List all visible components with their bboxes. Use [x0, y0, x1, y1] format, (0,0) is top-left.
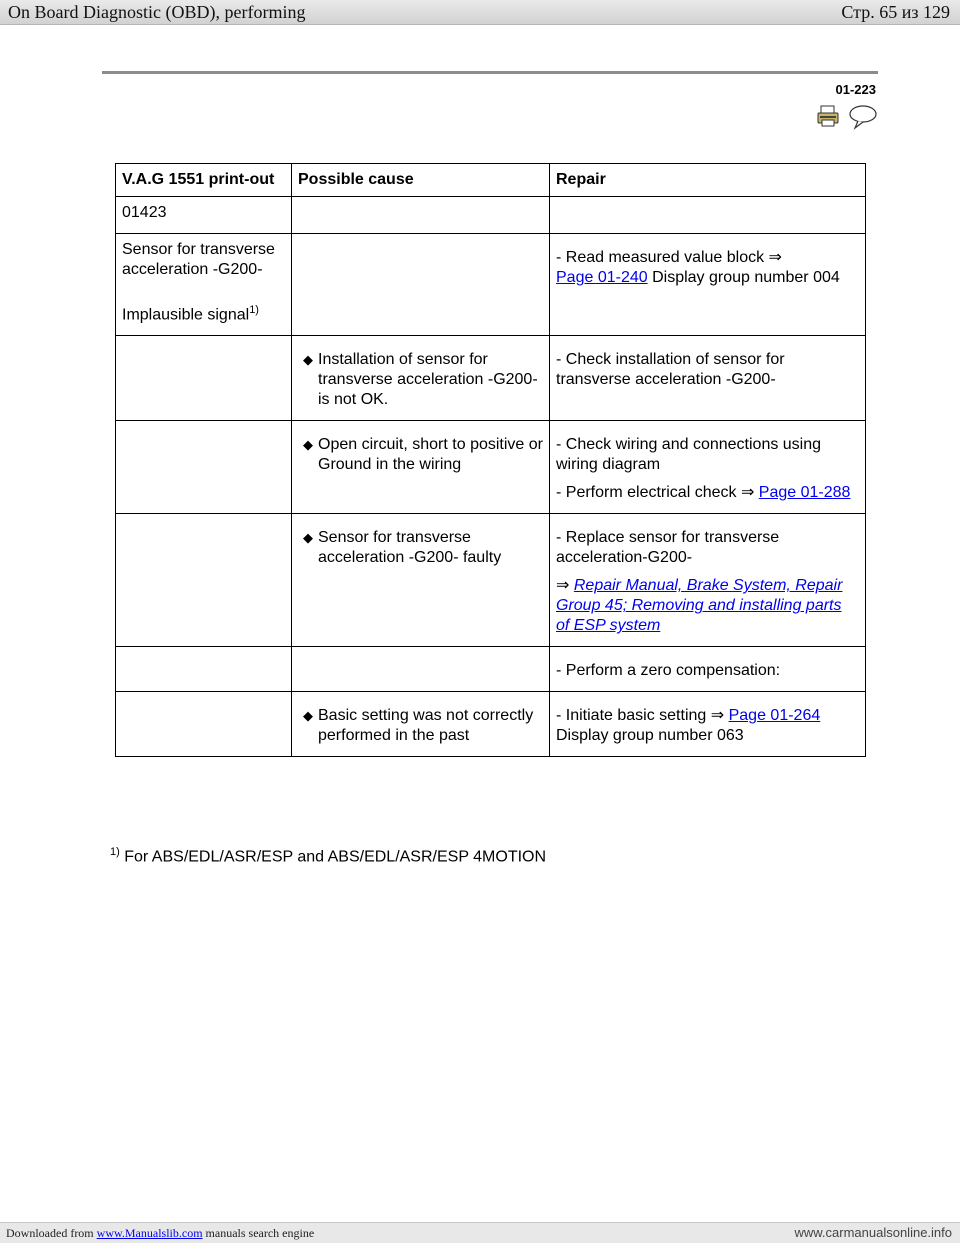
cause-basic-setting: ◆ Basic setting was not correctly performed in the past — [298, 706, 543, 746]
symptom: Implausible signal$^{1)}$ — [122, 304, 259, 324]
link-page-01-240[interactable]: Page 01-240 — [556, 269, 648, 286]
link-repair-manual-brake-system[interactable]: Repair Manual, Brake System, Repair Group 45; Removing and installing parts of ESP system — [556, 577, 843, 635]
table-row — [116, 197, 866, 234]
repair-electrical-check: - Perform electrical check ⇒ Page 01-288 — [556, 484, 851, 502]
download-notice: Downloaded from www.Manualslib.com manuals search engine — [6, 1226, 315, 1240]
page-code: 01-223 — [835, 82, 876, 97]
table-row — [116, 647, 866, 692]
document-title: On Board Diagnostic (OBD), performing — [8, 2, 306, 22]
title-bar — [0, 0, 960, 25]
site-watermark: www.carmanualsonline.info — [794, 1225, 952, 1240]
repair-basic-setting: - Initiate basic setting ⇒ Page 01-264 Display group number 063 — [556, 707, 821, 745]
table-row — [116, 514, 866, 647]
cause-wiring: ◆ Open circuit, short to positive or Ground in the wiring — [298, 435, 543, 475]
repair-manual-reference: ⇒ Repair Manual, Brake System, Repair Group 45; Removing and installing parts of ESP system — [556, 577, 843, 635]
header-cause: Possible cause — [292, 164, 550, 197]
table-row — [116, 336, 866, 421]
link-page-01-288[interactable]: Page 01-288 — [758, 484, 851, 502]
sensor-name: Sensor for transverse acceleration -G200- — [122, 241, 275, 278]
link-manualslib[interactable]: www.Manualslib.com — [96, 1226, 203, 1240]
footnote — [110, 846, 546, 866]
header-rule — [102, 71, 878, 74]
footnote-ref[interactable]: 1) — [249, 304, 259, 316]
header-printout: V.A.G 1551 print-out — [116, 164, 292, 197]
diamond-bullet-icon: ◆ — [303, 708, 313, 724]
diagnosis-table — [115, 163, 866, 757]
table-row — [116, 234, 866, 336]
page-counter: Стр. 65 из 129 — [841, 2, 950, 22]
cause-faulty: ◆ Sensor for transverse acceleration -G200- faulty — [298, 528, 543, 568]
table-row — [116, 421, 866, 514]
diamond-bullet-icon: ◆ — [303, 352, 313, 368]
table-row — [116, 692, 866, 757]
diamond-bullet-icon: ◆ — [303, 530, 313, 546]
printer-icon[interactable] — [816, 104, 840, 128]
diamond-bullet-icon: ◆ — [303, 437, 313, 453]
repair-wiring-check: - Check wiring and connections using wiring diagram — [556, 436, 822, 474]
footnote-mark: 1) — [110, 846, 120, 858]
repair-replace: - Replace sensor for transverse acceleration-G200- — [556, 529, 780, 567]
table-header-row — [116, 164, 866, 197]
speech-bubble-icon[interactable] — [848, 104, 878, 130]
repair-installation: - Check installation of sensor for transverse acceleration -G200- — [550, 336, 866, 421]
cause-installation: ◆ Installation of sensor for transverse acceleration -G200- is not OK. — [298, 350, 543, 410]
footer-bar — [0, 1222, 960, 1243]
fault-code: 01423 — [116, 197, 292, 234]
repair-read-block: - Read measured value block ⇒ Page 01-240 Display group number 004 — [556, 249, 840, 286]
repair-zero-compensation: - Perform a zero compensation: — [550, 647, 866, 692]
link-page-01-264[interactable]: Page 01-264 — [728, 707, 821, 725]
footnote-text: For ABS/EDL/ASR/ESP and ABS/EDL/ASR/ESP 4MOTION — [124, 848, 547, 866]
header-repair: Repair — [550, 164, 866, 197]
